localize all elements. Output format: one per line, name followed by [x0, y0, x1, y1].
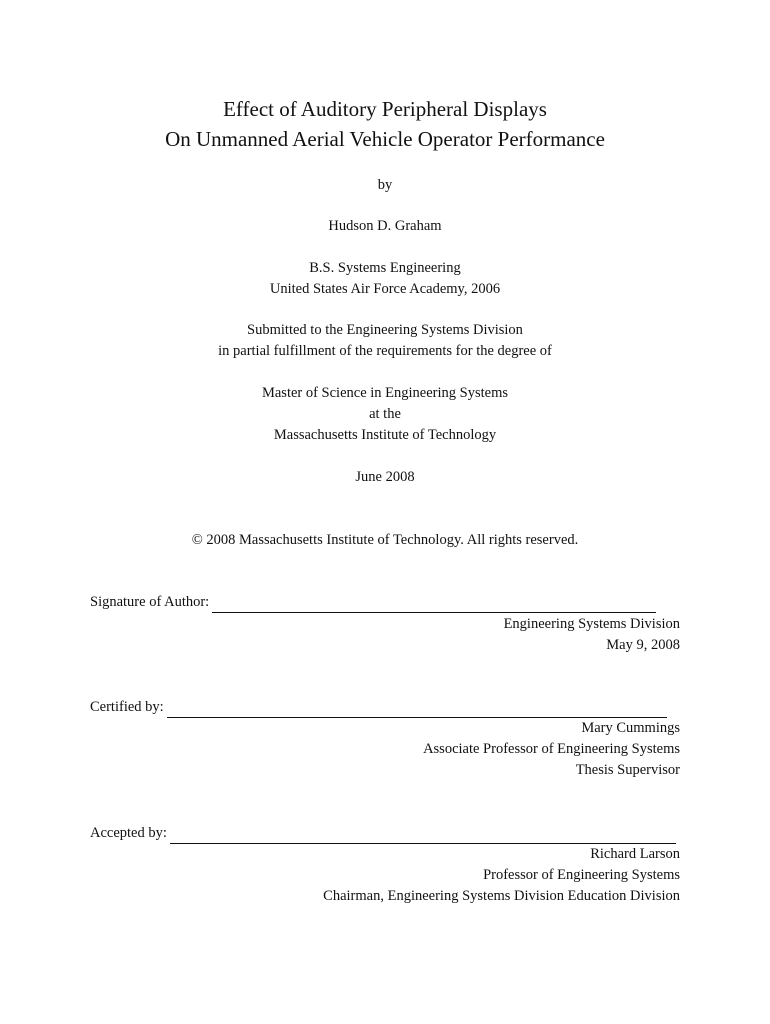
- thesis-title: [0, 94, 770, 154]
- author-signature-rule: [212, 596, 656, 613]
- submission-line-2: in partial fulfillment of the requirements for the degree of: [218, 343, 552, 359]
- accepted-label: Accepted by:: [90, 825, 167, 841]
- chairman-role: Chairman, Engineering Systems Division Education Division: [323, 888, 680, 904]
- by-text: by: [377, 177, 393, 193]
- accepted-signature-rule: [170, 827, 676, 844]
- title-line-1: Effect of Auditory Peripheral Displays: [223, 97, 547, 121]
- copyright-notice: © 2008 Massachusetts Institute of Technology. All rights reserved.: [191, 532, 579, 548]
- degree-line-1: Master of Science in Engineering Systems: [261, 385, 509, 401]
- author-division: Engineering Systems Division: [503, 616, 680, 632]
- supervisor-role: Thesis Supervisor: [575, 762, 680, 778]
- certified-details: [423, 718, 680, 781]
- chairman-name: Richard Larson: [590, 846, 680, 862]
- author-signature-label: Signature of Author:: [90, 594, 210, 610]
- submission-statement: [0, 320, 770, 362]
- prior-degree-line-1: B.S. Systems Engineering: [309, 260, 461, 276]
- author-name: Hudson D. Graham: [328, 218, 442, 234]
- author-signature-details: [504, 614, 680, 656]
- chairman-title: Professor of Engineering Systems: [483, 867, 680, 883]
- supervisor-name: Mary Cummings: [581, 720, 680, 736]
- supervisor-title: Associate Professor of Engineering Systems: [423, 741, 680, 757]
- certified-label: Certified by:: [90, 699, 164, 715]
- prior-degree: [0, 258, 770, 300]
- prior-degree-line-2: United States Air Force Academy, 2006: [269, 281, 501, 297]
- degree-line-2: at the: [369, 406, 401, 422]
- author-signature-line: [90, 592, 656, 613]
- certified-signature-line: [90, 697, 667, 718]
- accepted-signature-line: [90, 823, 676, 844]
- accepted-details: [323, 844, 680, 907]
- submission-line-1: Submitted to the Engineering Systems Division: [247, 322, 523, 338]
- certified-signature-rule: [167, 701, 667, 718]
- degree-statement: [0, 383, 770, 446]
- author-signature-date: May 9, 2008: [606, 637, 680, 653]
- degree-line-3: Massachusetts Institute of Technology: [273, 427, 497, 443]
- title-line-2: On Unmanned Aerial Vehicle Operator Performance: [165, 127, 605, 151]
- submission-date: June 2008: [355, 469, 415, 485]
